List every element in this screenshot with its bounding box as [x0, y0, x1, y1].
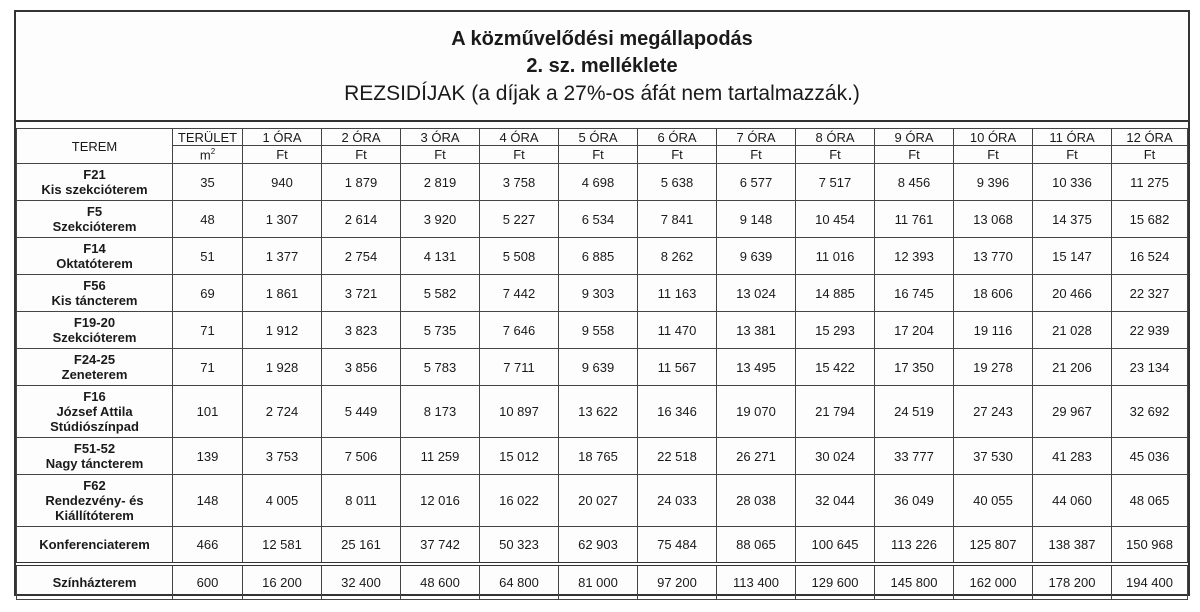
price-cell: 7 646	[480, 312, 559, 349]
price-cell: 19 278	[954, 349, 1033, 386]
table-row	[17, 349, 1188, 386]
price-cell: 8 173	[401, 386, 480, 438]
price-cell: 7 506	[322, 438, 401, 475]
table-row	[17, 386, 1188, 438]
price-cell: 129 600	[796, 564, 875, 600]
price-cell: 1 928	[243, 349, 322, 386]
price-cell: 32 692	[1112, 386, 1188, 438]
price-cell: 178 200	[1033, 564, 1112, 600]
room-area: 101	[173, 386, 243, 438]
price-cell: 32 044	[796, 475, 875, 527]
price-cell: 36 049	[875, 475, 954, 527]
document-subtitle: 2. sz. melléklete	[526, 55, 678, 77]
price-cell: 113 400	[717, 564, 796, 600]
room-area: 51	[173, 238, 243, 275]
price-cell: 8 262	[638, 238, 717, 275]
price-cell: 18 765	[559, 438, 638, 475]
price-cell: 13 622	[559, 386, 638, 438]
column-unit-currency: Ft	[796, 146, 875, 164]
price-cell: 7 711	[480, 349, 559, 386]
column-unit-currency: Ft	[322, 146, 401, 164]
column-header-hours-5: 5 ÓRA	[559, 129, 638, 146]
price-cell: 17 204	[875, 312, 954, 349]
price-cell: 40 055	[954, 475, 1033, 527]
price-cell: 88 065	[717, 527, 796, 565]
price-cell: 6 885	[559, 238, 638, 275]
price-cell: 16 524	[1112, 238, 1188, 275]
price-cell: 13 068	[954, 201, 1033, 238]
column-unit-currency: Ft	[875, 146, 954, 164]
price-cell: 1 307	[243, 201, 322, 238]
room-name: Konferenciaterem	[17, 527, 173, 565]
column-unit-currency: Ft	[717, 146, 796, 164]
table-row	[17, 312, 1188, 349]
price-cell: 5 508	[480, 238, 559, 275]
column-header-hours-4: 4 ÓRA	[480, 129, 559, 146]
room-area: 69	[173, 275, 243, 312]
price-cell: 2 754	[322, 238, 401, 275]
room-area: 48	[173, 201, 243, 238]
room-area: 139	[173, 438, 243, 475]
price-cell: 4 698	[559, 164, 638, 201]
price-cell: 19 070	[717, 386, 796, 438]
column-unit-currency: Ft	[954, 146, 1033, 164]
price-cell: 45 036	[1112, 438, 1188, 475]
price-cell: 940	[243, 164, 322, 201]
price-cell: 15 147	[1033, 238, 1112, 275]
price-cell: 8 011	[322, 475, 401, 527]
price-cell: 3 856	[322, 349, 401, 386]
price-cell: 1 861	[243, 275, 322, 312]
document-header	[16, 12, 1188, 122]
price-cell: 81 000	[559, 564, 638, 600]
room-name: F14 Oktatóterem	[17, 238, 173, 275]
column-header-hours-10: 10 ÓRA	[954, 129, 1033, 146]
column-header-hours-12: 12 ÓRA	[1112, 129, 1188, 146]
column-unit-currency: Ft	[401, 146, 480, 164]
column-unit-currency: Ft	[559, 146, 638, 164]
price-cell: 125 807	[954, 527, 1033, 565]
table-row	[17, 475, 1188, 527]
price-cell: 2 819	[401, 164, 480, 201]
price-cell: 14 885	[796, 275, 875, 312]
room-name: F5 Szekcióterem	[17, 201, 173, 238]
table-row	[17, 275, 1188, 312]
price-cell: 26 271	[717, 438, 796, 475]
price-cell: 1 879	[322, 164, 401, 201]
room-name: F51-52 Nagy táncterem	[17, 438, 173, 475]
price-cell: 19 116	[954, 312, 1033, 349]
price-cell: 18 606	[954, 275, 1033, 312]
price-cell: 150 968	[1112, 527, 1188, 565]
price-cell: 15 422	[796, 349, 875, 386]
price-cell: 5 638	[638, 164, 717, 201]
price-cell: 17 350	[875, 349, 954, 386]
room-area: 466	[173, 527, 243, 565]
price-cell: 3 920	[401, 201, 480, 238]
price-cell: 9 558	[559, 312, 638, 349]
column-unit-area: $m^2$	[173, 146, 243, 164]
fee-document	[14, 10, 1190, 596]
price-cell: 24 033	[638, 475, 717, 527]
price-cell: 11 163	[638, 275, 717, 312]
price-cell: 8 456	[875, 164, 954, 201]
room-name: F21 Kis szekcióterem	[17, 164, 173, 201]
price-cell: 11 275	[1112, 164, 1188, 201]
price-cell: 16 022	[480, 475, 559, 527]
price-cell: 48 065	[1112, 475, 1188, 527]
price-cell: 15 293	[796, 312, 875, 349]
price-cell: 2 614	[322, 201, 401, 238]
column-header-room: TEREM	[17, 129, 173, 164]
room-area: 600	[173, 564, 243, 600]
table-row	[17, 238, 1188, 275]
column-header-hours-6: 6 ÓRA	[638, 129, 717, 146]
price-cell: 9 148	[717, 201, 796, 238]
price-cell: 15 682	[1112, 201, 1188, 238]
price-cell: 13 770	[954, 238, 1033, 275]
price-cell: 9 639	[559, 349, 638, 386]
price-cell: 50 323	[480, 527, 559, 565]
room-area: 71	[173, 312, 243, 349]
column-header-hours-8: 8 ÓRA	[796, 129, 875, 146]
price-cell: 10 897	[480, 386, 559, 438]
price-cell: 25 161	[322, 527, 401, 565]
price-cell: 12 393	[875, 238, 954, 275]
price-cell: 21 794	[796, 386, 875, 438]
price-cell: 75 484	[638, 527, 717, 565]
column-header-hours-1: 1 ÓRA	[243, 129, 322, 146]
price-cell: 100 645	[796, 527, 875, 565]
column-unit-currency: Ft	[1033, 146, 1112, 164]
price-cell: 6 534	[559, 201, 638, 238]
price-cell: 27 243	[954, 386, 1033, 438]
price-cell: 6 577	[717, 164, 796, 201]
price-cell: 21 028	[1033, 312, 1112, 349]
price-cell: 64 800	[480, 564, 559, 600]
table-row	[17, 201, 1188, 238]
price-cell: 5 227	[480, 201, 559, 238]
fee-table	[16, 128, 1188, 600]
price-cell: 11 761	[875, 201, 954, 238]
room-area: 148	[173, 475, 243, 527]
price-cell: 5 783	[401, 349, 480, 386]
price-cell: 2 724	[243, 386, 322, 438]
price-cell: 113 226	[875, 527, 954, 565]
price-cell: 7 841	[638, 201, 717, 238]
room-name: Színházterem	[17, 564, 173, 600]
column-header-hours-3: 3 ÓRA	[401, 129, 480, 146]
price-cell: 9 639	[717, 238, 796, 275]
column-header-hours-7: 7 ÓRA	[717, 129, 796, 146]
column-header-hours-2: 2 ÓRA	[322, 129, 401, 146]
price-cell: 7 442	[480, 275, 559, 312]
table-row	[17, 438, 1188, 475]
price-cell: 97 200	[638, 564, 717, 600]
price-cell: 62 903	[559, 527, 638, 565]
price-cell: 29 967	[1033, 386, 1112, 438]
price-cell: 162 000	[954, 564, 1033, 600]
price-cell: 194 400	[1112, 564, 1188, 600]
price-cell: 22 518	[638, 438, 717, 475]
price-cell: 44 060	[1033, 475, 1112, 527]
price-cell: 20 466	[1033, 275, 1112, 312]
price-cell: 22 939	[1112, 312, 1188, 349]
price-cell: 14 375	[1033, 201, 1112, 238]
document-caption: REZSIDÍJAK (a díjak a 27%-os áfát nem tartalmazzák.)	[344, 82, 860, 105]
room-name: F24-25 Zeneterem	[17, 349, 173, 386]
column-header-hours-9: 9 ÓRA	[875, 129, 954, 146]
price-cell: 13 381	[717, 312, 796, 349]
price-cell: 37 742	[401, 527, 480, 565]
price-cell: 32 400	[322, 564, 401, 600]
table-row	[17, 564, 1188, 600]
price-cell: 5 449	[322, 386, 401, 438]
room-name: F19-20 Szekcióterem	[17, 312, 173, 349]
price-cell: 11 567	[638, 349, 717, 386]
document-title: A közművelődési megállapodás	[451, 28, 753, 50]
price-cell: 3 758	[480, 164, 559, 201]
price-cell: 24 519	[875, 386, 954, 438]
room-name: F56 Kis táncterem	[17, 275, 173, 312]
price-cell: 11 259	[401, 438, 480, 475]
column-header-area: TERÜLET	[173, 129, 243, 146]
room-area: 71	[173, 349, 243, 386]
price-cell: 21 206	[1033, 349, 1112, 386]
price-cell: 4 131	[401, 238, 480, 275]
room-name: F16 József Attila Stúdiószínpad	[17, 386, 173, 438]
price-cell: 10 454	[796, 201, 875, 238]
price-cell: 1 912	[243, 312, 322, 349]
price-cell: 37 530	[954, 438, 1033, 475]
price-cell: 48 600	[401, 564, 480, 600]
price-cell: 5 735	[401, 312, 480, 349]
header-row-units	[17, 146, 1188, 164]
column-unit-currency: Ft	[243, 146, 322, 164]
price-cell: 11 470	[638, 312, 717, 349]
column-unit-currency: Ft	[1112, 146, 1188, 164]
price-cell: 3 721	[322, 275, 401, 312]
price-cell: 138 387	[1033, 527, 1112, 565]
price-cell: 4 005	[243, 475, 322, 527]
price-cell: 9 396	[954, 164, 1033, 201]
price-cell: 23 134	[1112, 349, 1188, 386]
table-row	[17, 527, 1188, 565]
price-cell: 5 582	[401, 275, 480, 312]
area-unit-exponent: 2	[210, 146, 216, 156]
room-name: F62 Rendezvény- és Kiállítóterem	[17, 475, 173, 527]
price-cell: 16 745	[875, 275, 954, 312]
price-cell: 11 016	[796, 238, 875, 275]
price-cell: 145 800	[875, 564, 954, 600]
price-cell: 16 346	[638, 386, 717, 438]
price-cell: 15 012	[480, 438, 559, 475]
price-cell: 30 024	[796, 438, 875, 475]
room-area: 35	[173, 164, 243, 201]
table-row	[17, 164, 1188, 201]
price-cell: 1 377	[243, 238, 322, 275]
price-cell: 41 283	[1033, 438, 1112, 475]
price-cell: 7 517	[796, 164, 875, 201]
price-cell: 28 038	[717, 475, 796, 527]
column-header-hours-11: 11 ÓRA	[1033, 129, 1112, 146]
header-row-hours	[17, 129, 1188, 146]
price-cell: 33 777	[875, 438, 954, 475]
price-cell: 9 303	[559, 275, 638, 312]
column-unit-currency: Ft	[480, 146, 559, 164]
price-cell: 13 024	[717, 275, 796, 312]
price-cell: 16 200	[243, 564, 322, 600]
price-cell: 10 336	[1033, 164, 1112, 201]
price-cell: 13 495	[717, 349, 796, 386]
price-cell: 12 016	[401, 475, 480, 527]
price-cell: 3 823	[322, 312, 401, 349]
price-cell: 3 753	[243, 438, 322, 475]
price-cell: 22 327	[1112, 275, 1188, 312]
column-unit-currency: Ft	[638, 146, 717, 164]
price-cell: 20 027	[559, 475, 638, 527]
price-cell: 12 581	[243, 527, 322, 565]
